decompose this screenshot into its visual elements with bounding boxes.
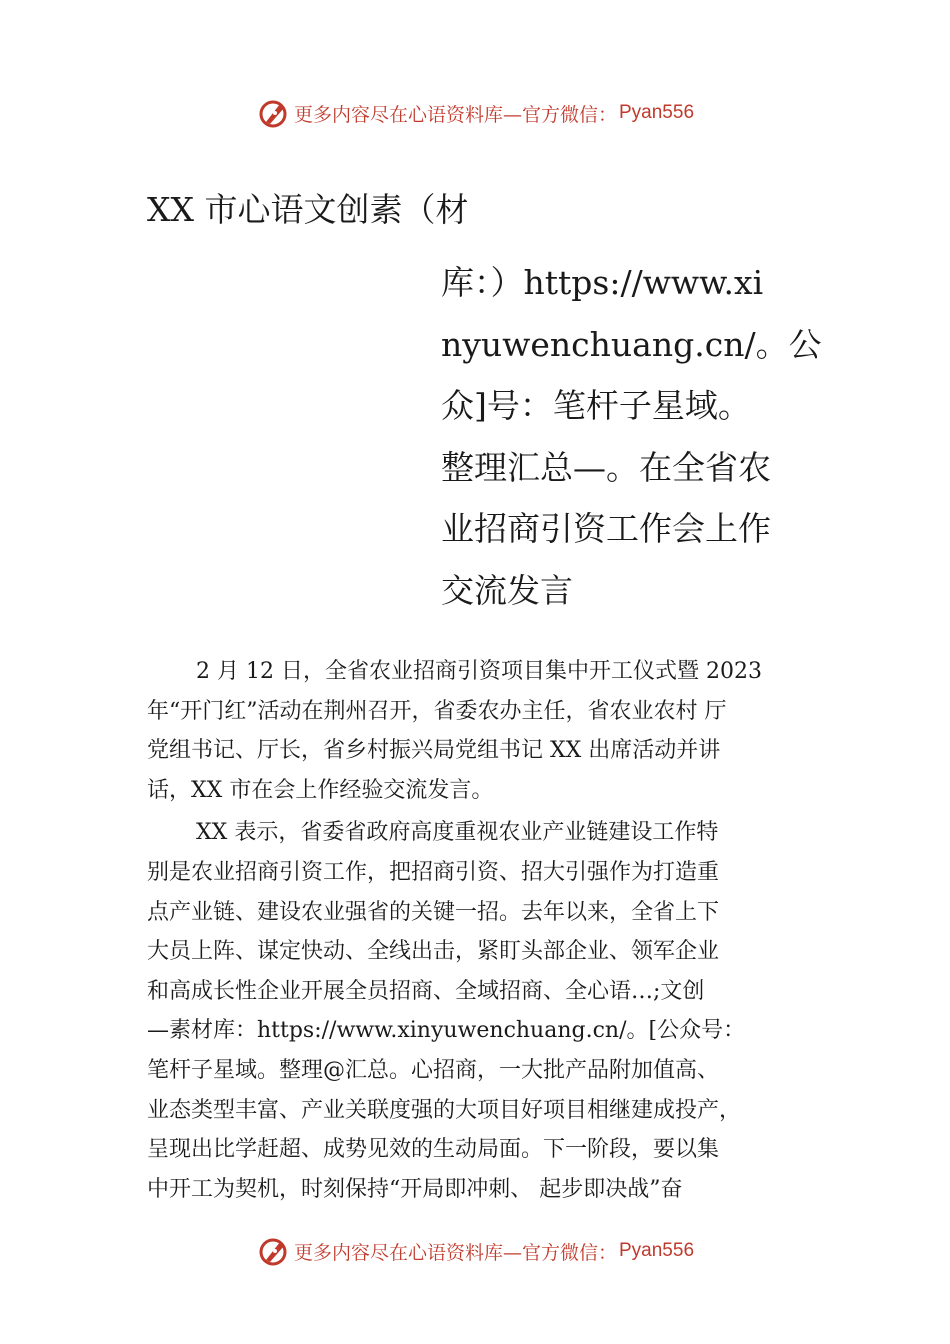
body-line: —素材库：https://www.xinyuwenchuang.cn/。[公众号：: [147, 1018, 746, 1044]
body-line: 和高成长性企业开展全员招商、全域招商、全心语…;文创: [147, 978, 705, 1004]
paragraph-1: [147, 652, 827, 810]
title-line: nyuwenchuang.cn/。公: [441, 324, 822, 364]
title-line: 整理汇总—。在全省农: [441, 447, 771, 487]
body-line: 话，XX 市在会上作经验交流发言。: [147, 777, 494, 803]
pen-nib-logo-icon: [256, 96, 290, 130]
body-line: 呈现出比学赶超、成势见效的生动局面。下一阶段，要以集: [147, 1137, 720, 1163]
body-line: 党组书记、厅长，省乡村振兴局党组书记 XX 出席活动并讲: [147, 738, 721, 764]
title-line: 业招商引资工作会上作: [441, 509, 771, 548]
document-title-first-line: XX 市心语文创素（材: [147, 190, 469, 229]
body-line: 业态类型丰富、产业关联度强的大项目好项目相继建成投产，: [147, 1097, 742, 1123]
title-line: 库：）https://www.xi: [441, 263, 764, 302]
body-line: 点产业链、建设农业强省的关键一招。去年以来，全省上下: [147, 899, 720, 925]
footer-banner: [0, 1234, 950, 1268]
body-line: 大员上阵、谋定快动、全线出击，紧盯头部企业、领军企业: [147, 939, 720, 965]
banner-text: 更多内容尽在心语资料库—官方微信：: [293, 103, 617, 126]
body-line: 笔杆子星域。整理@汇总。心招商，一大批产品附加值高、: [147, 1057, 720, 1083]
body-line: 年“开门红”活动在荆州召开，省委农办主任，省农业农村 厅: [147, 698, 727, 724]
paragraph-2: [147, 813, 827, 1209]
body-line: 别是农业招商引资工作，把招商引资、招大引强作为打造重: [147, 859, 720, 885]
document-body: [147, 652, 827, 1209]
banner-wechat-id: Pyan556: [619, 1240, 695, 1261]
banner-wechat-id: Pyan556: [619, 102, 695, 123]
document-title-continued: [441, 252, 822, 621]
title-line: 众]号：笔杆子星域。: [441, 386, 751, 425]
banner-text: 更多内容尽在心语资料库—官方微信：: [293, 1241, 617, 1264]
pen-nib-logo-icon: [256, 1234, 290, 1268]
body-line: 2 月 12 日，全省农业招商引资项目集中开工仪式暨 2023: [196, 659, 762, 684]
title-line: 交流发言: [441, 570, 573, 610]
body-line: 中开工为契机，时刻保持“开局即冲刺、 起步即决战”奋: [147, 1176, 683, 1202]
header-banner: [0, 96, 950, 130]
body-line: XX 表示，省委省政府高度重视农业产业链建设工作特: [196, 820, 719, 846]
